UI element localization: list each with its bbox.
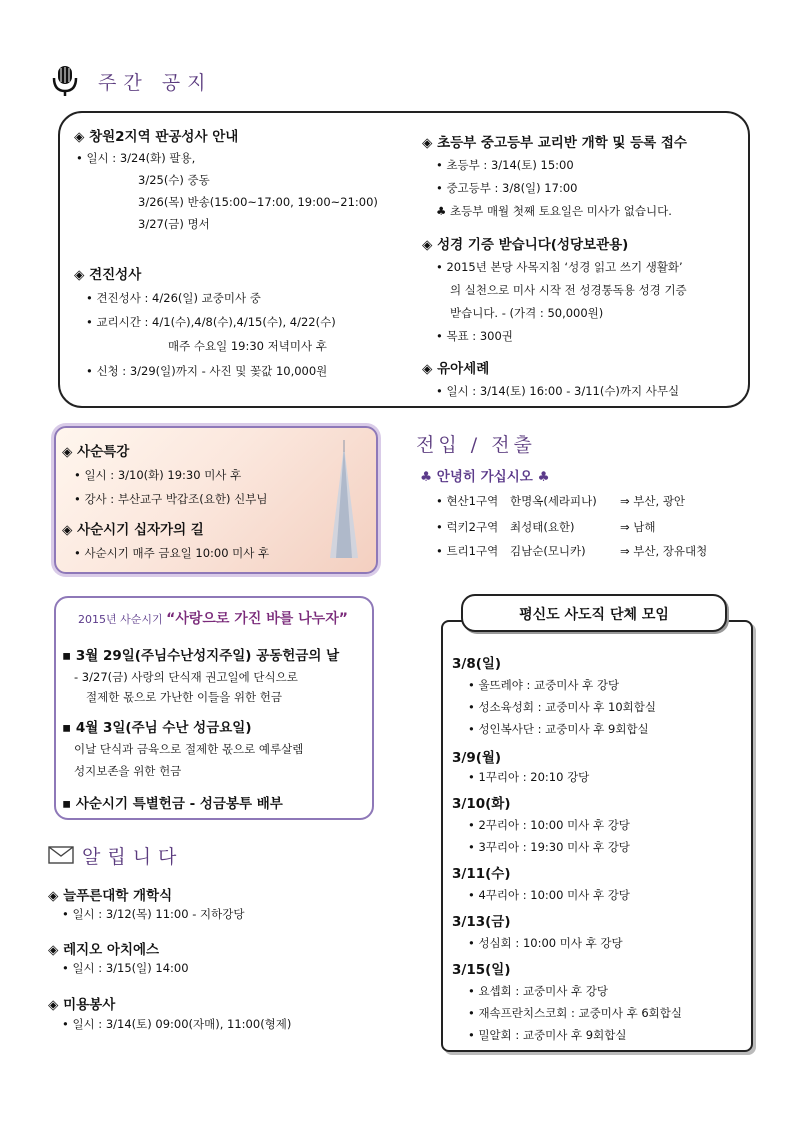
text-line: ♣ 초등부 매월 첫째 토요일은 미사가 없습니다. bbox=[436, 204, 672, 218]
weekly-notice-box bbox=[58, 111, 750, 408]
meetings-title-tab bbox=[461, 594, 727, 632]
text-line: • 교리시간 : 4/1(수),4/8(수),4/15(수), 4/22(수) bbox=[86, 315, 336, 329]
list-item bbox=[436, 516, 498, 538]
person-name: 김남순(모니카) bbox=[510, 544, 586, 558]
destination: ⇒ 부산, 광안 bbox=[620, 494, 686, 508]
text-line: • 견진성사 : 4/26(일) 교중미사 중 bbox=[86, 291, 261, 305]
meeting-date: 3/10(화) bbox=[452, 796, 511, 812]
text-line: 절제한 몫으로 가난한 이들을 위한 헌금 bbox=[86, 690, 283, 704]
meeting-item: • 재속프란치스코회 : 교중미사 후 6회합실 bbox=[468, 1006, 682, 1020]
bullet-title: ▪ 3월 29일(주님수난성지주일) 공동헌금의 날 bbox=[62, 648, 340, 664]
meetings-title: 평신도 사도직 단체 모임 bbox=[519, 607, 669, 623]
list-item bbox=[436, 540, 498, 562]
text-line: 이날 단식과 금육으로 절제한 몫으로 예루살렘 bbox=[74, 742, 304, 756]
sharing-prefix: 2015년 사순시기 bbox=[78, 613, 167, 626]
microphone-icon bbox=[48, 64, 82, 98]
section-title: ◈ 사순특강 bbox=[62, 444, 130, 460]
list-item bbox=[436, 490, 498, 512]
section-title: ◈ 초등부 중고등부 교리반 개학 및 등록 접수 bbox=[422, 135, 687, 151]
area: • 현산1구역 bbox=[436, 494, 499, 508]
meeting-date: 3/8(일) bbox=[452, 656, 502, 672]
text-line: 매주 수요일 19:30 저녁미사 후 bbox=[168, 339, 327, 353]
person-name: 최성태(요한) bbox=[510, 520, 575, 534]
announcement-title: ◈ 늘푸른대학 개학식 bbox=[48, 888, 173, 904]
lent-lecture-box bbox=[54, 426, 378, 574]
envelope-icon bbox=[48, 846, 74, 864]
text-line: • 일시 : 3/15(일) 14:00 bbox=[62, 961, 189, 975]
meeting-date: 3/13(금) bbox=[452, 914, 511, 930]
meeting-item: • 요셉회 : 교중미사 후 강당 bbox=[468, 984, 609, 998]
sharing-slogan: “사랑으로 가진 바를 나누자” bbox=[166, 611, 348, 627]
destination: ⇒ 남해 bbox=[620, 520, 656, 534]
announcement-title: ◈ 레지오 아치에스 bbox=[48, 942, 160, 958]
text-line: 3/27(금) 명서 bbox=[138, 217, 210, 231]
text-line: • 목표 : 300권 bbox=[436, 329, 513, 343]
text-line: - 3/27(금) 사랑의 단식재 권고일에 단식으로 bbox=[74, 670, 298, 684]
meeting-item: • 1꾸리아 : 20:10 강당 bbox=[468, 770, 590, 784]
meeting-date: 3/11(수) bbox=[452, 866, 511, 882]
section-title: ◈ 창원2지역 판공성사 안내 bbox=[74, 129, 239, 145]
page-title: 주간 공지 bbox=[98, 72, 213, 94]
bullet-title: ▪ 사순시기 특별헌금 - 성금봉투 배부 bbox=[62, 796, 283, 812]
area: • 트리1구역 bbox=[436, 544, 499, 558]
meeting-item: • 울뜨레야 : 교중미사 후 강당 bbox=[468, 678, 620, 692]
farewell-subtitle: ♣ 안녕히 가십시오 ♣ bbox=[420, 469, 550, 485]
text-line: • 일시 : 3/12(목) 11:00 - 지하강당 bbox=[62, 907, 245, 921]
text-line: 3/25(수) 중동 bbox=[138, 173, 210, 187]
text-line: • 중고등부 : 3/8(일) 17:00 bbox=[436, 181, 578, 195]
christmas-tree-icon bbox=[314, 440, 374, 570]
text-line: • 일시 : 3/10(화) 19:30 미사 후 bbox=[74, 468, 242, 482]
meeting-date: 3/9(월) bbox=[452, 750, 502, 766]
text-line: • 초등부 : 3/14(토) 15:00 bbox=[436, 158, 574, 172]
transfer-title: 전입 / 전출 bbox=[416, 434, 536, 456]
meeting-date: 3/15(일) bbox=[452, 962, 511, 978]
sharing-header bbox=[78, 608, 348, 628]
meeting-item: • 밀알회 : 교중미사 후 9회합실 bbox=[468, 1028, 627, 1042]
text-line: • 사순시기 매주 금요일 10:00 미사 후 bbox=[74, 546, 270, 560]
meeting-item: • 성소육성회 : 교중미사 후 10회합실 bbox=[468, 700, 656, 714]
text-line: 받습니다. - (가격 : 50,000원) bbox=[450, 306, 604, 320]
announcement-title: ◈ 미용봉사 bbox=[48, 997, 116, 1013]
bullet-title: ▪ 4월 3일(주님 수난 성금요일) bbox=[62, 720, 252, 736]
meeting-item: • 4꾸리아 : 10:00 미사 후 강당 bbox=[468, 888, 630, 902]
text-line: • 신청 : 3/29(일)까지 - 사진 및 꽃값 10,000원 bbox=[86, 364, 328, 378]
area: • 럭키2구역 bbox=[436, 520, 499, 534]
meeting-item: • 2꾸리아 : 10:00 미사 후 강당 bbox=[468, 818, 630, 832]
destination: ⇒ 부산, 장유대청 bbox=[620, 544, 708, 558]
meeting-item: • 성인복사단 : 교중미사 후 9회합실 bbox=[468, 722, 649, 736]
text-line: • 일시 : 3/14(토) 16:00 - 3/11(수)까지 사무실 bbox=[436, 384, 680, 398]
meeting-item: • 성심회 : 10:00 미사 후 강당 bbox=[468, 936, 623, 950]
text-line: 성지보존을 위한 헌금 bbox=[74, 764, 182, 778]
text-line: • 일시 : 3/24(화) 팔용, bbox=[76, 151, 196, 165]
announcements-title: 알립니다 bbox=[82, 846, 184, 868]
section-title: ◈ 사순시기 십자가의 길 bbox=[62, 522, 204, 538]
lent-sharing-box bbox=[54, 596, 374, 820]
person-name: 한명옥(세라피나) bbox=[510, 494, 597, 508]
section-title: ◈ 성경 기증 받습니다(성당보관용) bbox=[422, 237, 629, 253]
section-title: ◈ 유아세례 bbox=[422, 361, 490, 377]
section-title: ◈ 견진성사 bbox=[74, 267, 142, 283]
meeting-item: • 3꾸리아 : 19:30 미사 후 강당 bbox=[468, 840, 630, 854]
text-line: 의 실천으로 미사 시작 전 성경통독용 성경 기증 bbox=[450, 283, 687, 297]
text-line: • 일시 : 3/14(토) 09:00(자매), 11:00(형제) bbox=[62, 1017, 292, 1031]
text-line: • 2015년 본당 사목지침 ‘성경 읽고 쓰기 생활화’ bbox=[436, 260, 683, 274]
text-line: 3/26(목) 반송(15:00~17:00, 19:00~21:00) bbox=[138, 195, 378, 209]
text-line: • 강사 : 부산교구 박갑조(요한) 신부님 bbox=[74, 492, 268, 506]
